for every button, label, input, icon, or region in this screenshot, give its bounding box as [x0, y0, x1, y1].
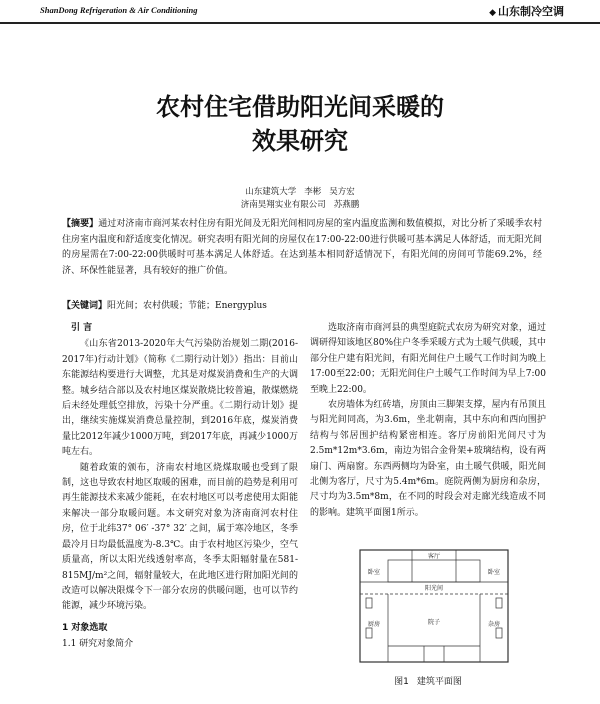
journal-name-cn-text: 山东制冷空调: [498, 5, 564, 18]
author-1: 李彬: [304, 187, 322, 197]
diamond-icon: ◆: [489, 8, 496, 18]
journal-name-en: ShanDong Refrigeration & Air Conditioning: [40, 5, 198, 15]
window: [366, 598, 372, 608]
body-paragraph: 农房墙体为红砖墙，房顶由三脚架支撑，屋内有吊顶且与阳光间同高，为3.6m，坐北朝南，其中东向和西向围护结构与邻居围护结构紧密相连。客厅房前阳光间尺寸为2.5m*12m*3.6m，南边为铝合金骨架+玻璃结构，设有两扇门、两扇窗。东西两侧均为卧室，由土暖气供暖，阳光间北侧为客厅，尺寸为5.4m*6m。庭院两侧为厨房和杂房，尺寸均为3.5m*8m，在不同的时段会对走廊光线造成不同的影响。建筑平面图1所示。: [310, 400, 546, 518]
label-bedroom-right: 卧室: [487, 569, 501, 576]
abstract-label: 【摘要】: [62, 219, 99, 229]
sunroom-bay: [388, 560, 480, 582]
keywords-label: 【关键词】: [62, 301, 108, 311]
title-line-1: 农村住宅借助阳光间采暖的: [156, 93, 444, 121]
caption-text: 建筑平面图: [416, 677, 462, 687]
window: [366, 628, 372, 638]
author-block: [0, 186, 600, 212]
body-paragraph: 选取济南市商河县的典型庭院式农房为研究对象，通过调研得知该地区80%住户冬季采暖方式为土暖气供暖，其中部分住户建有阳光间，有阳光间住户土暖气工作时间为晚上17:00至22:00；无阳光间住户土暖气工作时间为早上7:00至晚上22:00。: [310, 323, 547, 395]
figure-caption: [310, 674, 546, 687]
body-paragraph: 《山东省2013-2020年大气污染防治规划二期(2016-2017年)行动计划》（简称《二期行动计划》）指出：目前山东能源结构要进行大调整，尤其是对煤炭消费和生产的大调整。城乡结合部以及农村地区煤炭散烧比较普遍，散煤燃烧后未经处理低空排放，污染十分严重。《二期行动计划》提出，继续实施煤炭消费总量控制，到2016年底，煤炭消费量比2012年减少1000万吨，到2017年底，再减少1000万吨左右。: [62, 339, 298, 458]
section-heading: 1 对象选取: [62, 622, 108, 633]
author-3: 苏燕鹏: [333, 200, 360, 210]
label-kitchen: 厨房: [367, 621, 381, 628]
body-paragraph: 随着政策的颁布，济南农村地区烧煤取暖也受到了限制，这也导致农村地区取暖的困难，而目前的趋势是利用可再生能源技术来减少能耗，在农村地区可以考虑使用太阳能来解决一部分取暖问题。本文研究对象为济南商河农村住房，位于北纬37° 06′ -37° 32′ 之间，属于寒冷地区，冬季最冷月日均最低温度为-8.3℃。由于农村地区污染少，空气质量高，所以太阳光线透射率高，冬季太阳辐射量在581-815MJ/m²之间，辐射量较大，在此地区进行附加阳光间的改造可以解决限煤令下一部分农房的供暖问题，也可以节约能源，减少环境污染。: [62, 462, 298, 612]
keywords-text: 阳光间；农村供暖；节能；Energyplus: [107, 301, 267, 311]
floor-plan-figure: [358, 548, 510, 668]
author-2: 吴方宏: [329, 187, 355, 197]
author-line-2: [0, 199, 600, 212]
journal-name-cn: [489, 3, 564, 19]
intro-heading: 引 言: [71, 323, 93, 333]
affiliation-1: 山东建筑大学: [245, 187, 297, 197]
subsection-heading: 1.1 研究对象简介: [62, 639, 134, 650]
journal-header: [0, 0, 600, 24]
right-column: [310, 321, 546, 521]
label-storage: 杂房: [487, 621, 501, 628]
title-line-2: 效果研究: [252, 127, 348, 155]
abstract-text: 通过对济南市商河某农村住房有阳光间及无阳光间相同房屋的室内温度监测和数值模拟，对比分析了采暖季农村住房室内温度和舒适度变化情况。研究表明有阳光间的房屋仅在17:00-22:00进行供暖可基本满足人体舒适，而无阳光间的房屋需在7:00-22:00供暖时可基本满足人体舒适。在达到基本相同舒适情况下，有阳光间的房间可节能69.2%，经济、环保性能显著，具有较好的推广价值。: [62, 219, 542, 276]
author-line-1: [0, 186, 600, 199]
keywords: [62, 299, 542, 314]
label-courtyard: 院子: [427, 619, 441, 626]
article-title: [0, 90, 600, 158]
label-living-room: 客厅: [427, 553, 441, 560]
caption-number: 图1: [394, 677, 409, 687]
affiliation-2: 济南昊翔实业有限公司: [240, 200, 326, 210]
label-sunroom: 阳光间: [424, 585, 444, 592]
abstract: [62, 217, 542, 279]
label-bedroom-left: 卧室: [367, 569, 381, 576]
outer-wall: [360, 550, 508, 662]
window: [496, 598, 502, 608]
window: [496, 628, 502, 638]
left-column: [62, 321, 298, 653]
